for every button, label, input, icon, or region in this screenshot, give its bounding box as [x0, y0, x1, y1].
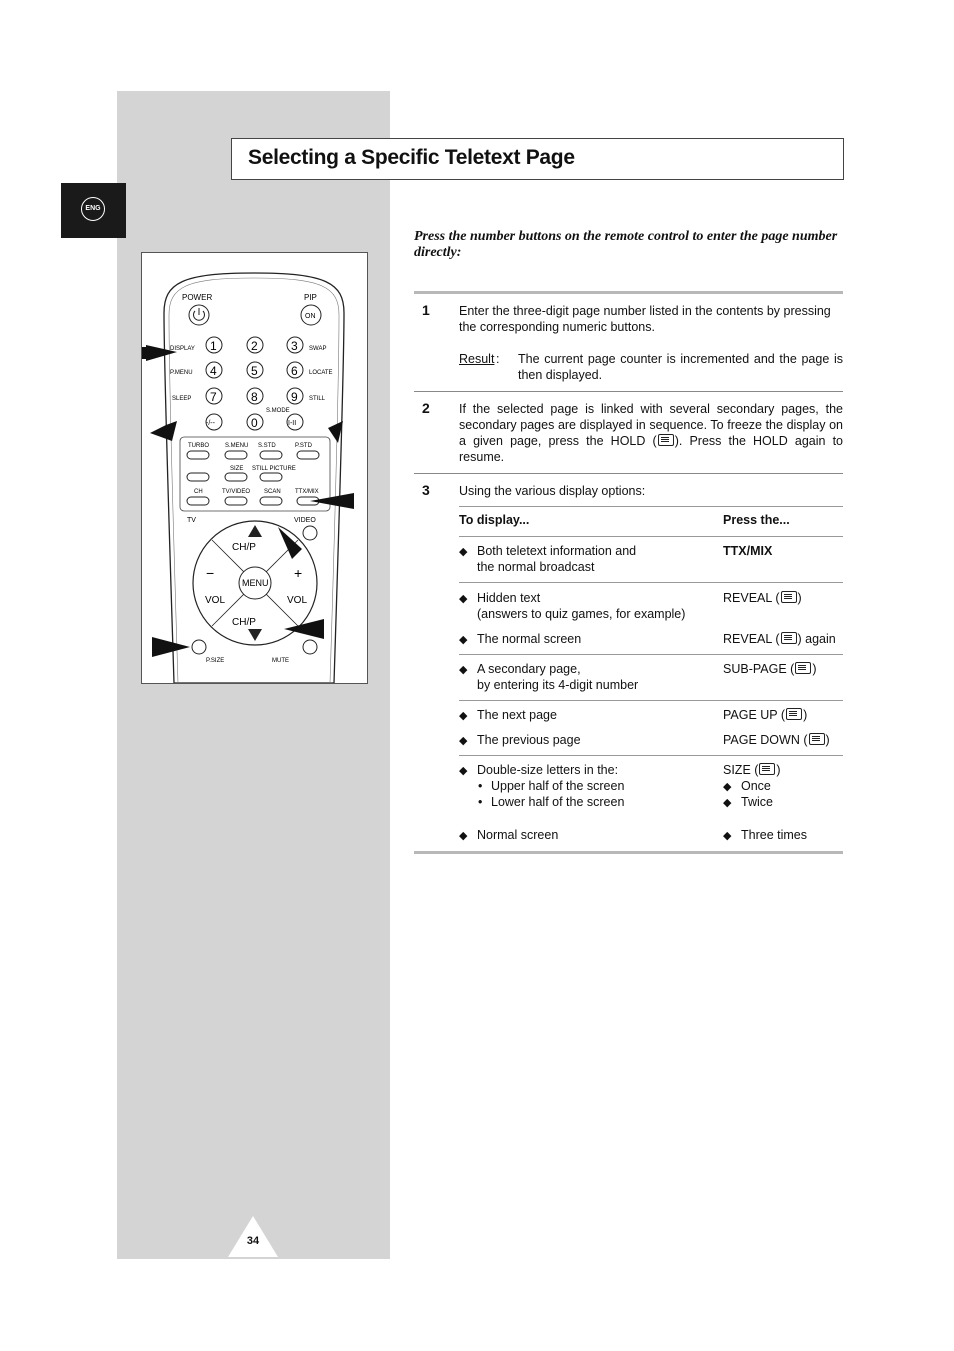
step-2-text-b: ). Press the HOLD again to resume. — [459, 434, 843, 464]
step-number: 2 — [422, 400, 430, 416]
option-text: Both teletext information and — [477, 544, 637, 558]
digit-4: 4 — [210, 364, 217, 378]
still-picture-button[interactable] — [260, 473, 282, 481]
option-key-a: PAGE DOWN ( — [723, 733, 808, 747]
size-label: SIZE — [230, 466, 244, 472]
step-2-text — [459, 401, 843, 465]
digit-0: 0 — [251, 416, 258, 430]
size-button[interactable] — [225, 473, 247, 481]
option-key — [723, 631, 836, 647]
divider — [414, 851, 843, 854]
option-text: Hidden text — [477, 591, 541, 605]
option-key-b: ) — [825, 733, 830, 747]
diamond-bullet-icon: ◆ — [459, 634, 468, 646]
option-key: Three times — [741, 828, 807, 842]
divider — [414, 291, 843, 294]
video-label: VIDEO — [294, 517, 316, 524]
intro-text: Press the number buttons on the remote control to enter the page number directly: — [414, 229, 838, 260]
video-button[interactable] — [303, 526, 317, 540]
chp-up-label: CH/P — [232, 542, 256, 553]
diamond-bullet-icon: ◆ — [723, 830, 732, 842]
ch-up-button[interactable] — [187, 473, 209, 481]
result-label: Result — [459, 352, 495, 366]
dash-label: -/-- — [206, 420, 215, 427]
page-title: Selecting a Specific Teletext Page — [248, 146, 575, 169]
smenu-label: S.MENU — [225, 443, 249, 449]
step-number: 3 — [422, 482, 430, 498]
col-header-display: To display... — [459, 513, 530, 527]
option-key: Twice — [741, 795, 773, 809]
diamond-bullet-icon: ◆ — [459, 593, 468, 605]
step-2-text-a: If the selected page is linked with several secondary pages, the secondary pages are displayed in sequence. To freeze the display on a given page, press the HOLD ( — [459, 402, 843, 448]
option-key-b: ) again — [797, 632, 836, 646]
option-text: Normal screen — [477, 828, 559, 842]
title-box — [231, 138, 844, 180]
option-key — [723, 590, 802, 606]
divider — [414, 391, 843, 392]
chp-down-label: CH/P — [232, 617, 256, 628]
diamond-bullet-icon: ◆ — [723, 781, 732, 793]
page-down-icon — [809, 733, 825, 745]
still-picture-label: STILL PICTURE — [252, 466, 296, 472]
reveal-icon — [781, 591, 797, 603]
mute-button[interactable] — [303, 640, 317, 654]
option-text: The next page — [477, 708, 557, 722]
option-text: Double-size letters in the: — [477, 763, 619, 777]
psize-label: P.SIZE — [206, 658, 225, 664]
pip-on-label: ON — [305, 313, 316, 320]
digit-3: 3 — [291, 339, 298, 353]
option-text: Lower half of the screen — [491, 795, 625, 809]
sstd-button[interactable] — [260, 451, 282, 459]
diamond-bullet-icon: ◆ — [723, 797, 732, 809]
result-colon: : — [496, 352, 500, 366]
option-key-b: ) — [776, 763, 781, 777]
page-number: 34 — [246, 1235, 260, 1247]
pmenu-label: P.MENU — [170, 370, 193, 376]
divider — [459, 700, 843, 701]
option-key — [723, 707, 807, 723]
reveal-icon — [781, 632, 797, 644]
option-key-b: ) — [812, 662, 817, 676]
option-key-a: PAGE UP ( — [723, 708, 786, 722]
tvvideo-label: TV/VIDEO — [222, 489, 251, 495]
vol-minus-label[interactable]: − — [206, 565, 215, 581]
vol-left-label: VOL — [205, 595, 226, 606]
tv-label: TV — [187, 517, 196, 524]
step-1-text: Enter the three-digit page number listed in the contents by pressing the corresponding numeric buttons. — [459, 304, 831, 334]
option-text: the normal broadcast — [477, 560, 595, 574]
swap-label: SWAP — [309, 346, 327, 352]
option-text: The normal screen — [477, 632, 582, 646]
dot-bullet-icon: • — [478, 779, 483, 793]
digit-8: 8 — [251, 390, 258, 404]
remote-illustration — [141, 252, 368, 684]
digit-1: 1 — [210, 339, 217, 353]
digit-2: 2 — [251, 339, 258, 353]
menu-label: MENU — [242, 578, 269, 588]
eng-badge: ENG — [81, 197, 105, 221]
subpage-icon — [795, 662, 811, 674]
display-label: DISPLAY — [170, 346, 195, 352]
option-key-a: SIZE ( — [723, 763, 759, 777]
option-key-b: ) — [797, 591, 802, 605]
power-label: POWER — [182, 293, 213, 302]
divider — [459, 536, 843, 537]
turbo-label: TURBO — [188, 443, 209, 449]
locate-label: LOCATE — [309, 370, 333, 376]
vol-right-label: VOL — [287, 595, 308, 606]
diamond-bullet-icon: ◆ — [459, 710, 468, 722]
option-key — [723, 661, 816, 677]
dot-bullet-icon: • — [478, 795, 483, 809]
option-key-a: REVEAL ( — [723, 591, 780, 605]
pstd-button[interactable] — [297, 451, 319, 459]
result-text: The current page counter is incremented and the page is then displayed. — [518, 352, 843, 382]
scan-label: SCAN — [264, 489, 281, 495]
diamond-bullet-icon: ◆ — [459, 735, 468, 747]
digit-6: 6 — [291, 364, 298, 378]
divider — [459, 654, 843, 655]
psize-button[interactable] — [192, 640, 206, 654]
dual-label: I-II — [288, 420, 297, 427]
option-text: Upper half of the screen — [491, 779, 625, 793]
option-key: TTX/MIX — [723, 544, 773, 558]
col-header-press: Press the... — [723, 513, 790, 527]
sleep-label: SLEEP — [172, 396, 192, 402]
ch-down-button[interactable] — [187, 497, 209, 505]
language-tab — [61, 183, 126, 238]
size-icon — [759, 763, 775, 775]
option-text: A secondary page, — [477, 662, 581, 676]
scan-button[interactable] — [260, 497, 282, 505]
vol-plus-label[interactable]: + — [294, 565, 303, 581]
digit-9: 9 — [291, 390, 298, 404]
option-key-b: ) — [803, 708, 808, 722]
option-text: (answers to quiz games, for example) — [477, 607, 686, 621]
step-3-text: Using the various display options: — [459, 484, 646, 498]
turbo-button[interactable] — [187, 451, 209, 459]
option-key: Once — [741, 779, 771, 793]
divider — [459, 582, 843, 583]
digit-7: 7 — [210, 390, 217, 404]
smode-label: S.MODE — [266, 408, 290, 414]
tvvideo-button[interactable] — [225, 497, 247, 505]
ttxmix-label: TTX/MIX — [295, 489, 319, 495]
divider — [459, 506, 843, 507]
diamond-bullet-icon: ◆ — [459, 830, 468, 842]
mute-label: MUTE — [272, 658, 289, 664]
digit-5: 5 — [251, 364, 258, 378]
step-number: 1 — [422, 302, 430, 318]
option-key-a: SUB-PAGE ( — [723, 662, 795, 676]
sstd-label: S.STD — [258, 443, 276, 449]
option-key — [723, 762, 781, 778]
smenu-button[interactable] — [225, 451, 247, 459]
diamond-bullet-icon: ◆ — [459, 546, 468, 558]
option-key — [723, 732, 830, 748]
option-text: The previous page — [477, 733, 581, 747]
option-key-a: REVEAL ( — [723, 632, 780, 646]
page-up-icon — [786, 708, 802, 720]
pstd-label: P.STD — [295, 443, 312, 449]
still-label: STILL — [309, 396, 326, 402]
divider — [459, 755, 843, 756]
pip-label: PIP — [304, 293, 317, 302]
hold-icon — [658, 434, 674, 446]
diamond-bullet-icon: ◆ — [459, 664, 468, 676]
divider — [414, 473, 843, 474]
diamond-bullet-icon: ◆ — [459, 765, 468, 777]
option-text: by entering its 4-digit number — [477, 678, 639, 692]
ch-label: CH — [194, 489, 203, 495]
